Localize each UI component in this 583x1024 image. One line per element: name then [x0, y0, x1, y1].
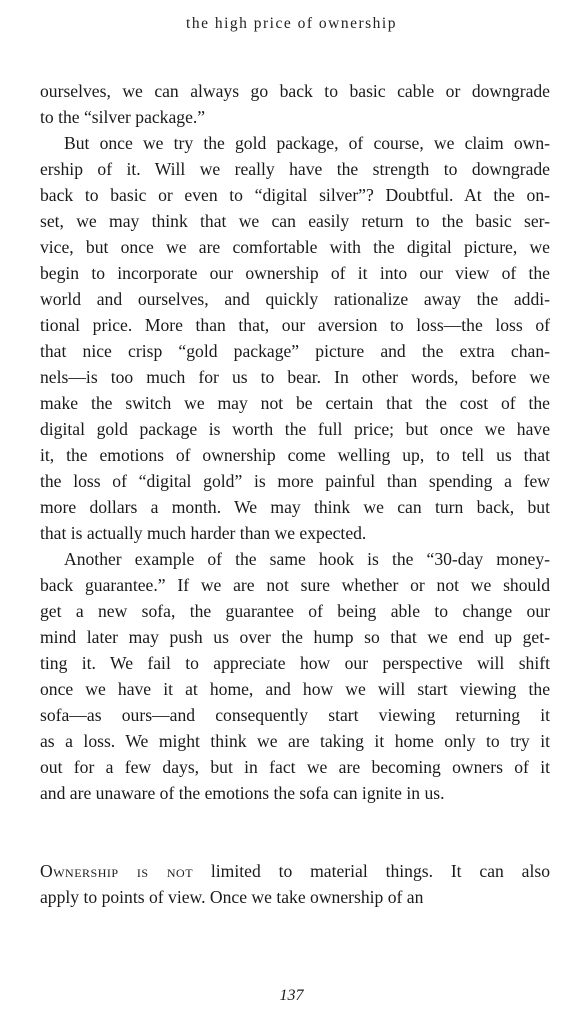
text-line: more dollars a month. We may think we can turn back, but — [40, 497, 550, 517]
text-line: world and ourselves, and quickly rationalize away the addi- — [40, 289, 550, 309]
text-line: the loss of “digital gold” is more painful than spending a few — [40, 471, 550, 491]
text-line: once we have it at home, and how we will start viewing the — [40, 679, 550, 699]
body-text — [40, 78, 550, 910]
text-line: get a new sofa, the guarantee of being able to change our — [40, 601, 550, 621]
text-line: begin to incorporate our ownership of it into our view of the — [40, 263, 550, 283]
running-head: the high price of ownership — [186, 15, 397, 32]
text-line: and are unaware of the emotions the sofa can ignite in us. — [40, 783, 445, 803]
text-line: ting it. We fail to appreciate how our perspective will shift — [40, 653, 550, 673]
text-line: mind later may push us over the hump so that we end up get- — [40, 627, 550, 647]
paragraph — [40, 546, 550, 806]
text-line: nels—is too much for us to bear. In other words, before we — [40, 367, 550, 387]
paragraph — [40, 130, 550, 546]
text-line: tional price. More than that, our aversion to loss—the loss of — [40, 315, 550, 335]
text-line: sofa—as ours—and consequently start viewing returning it — [40, 705, 550, 725]
text-line: Another example of the same hook is the “30-day money- — [64, 549, 550, 569]
text-line: it, the emotions of ownership come welling up, to tell us that — [40, 445, 550, 465]
text-line: vice, but once we are comfortable with the digital picture, we — [40, 237, 550, 257]
text-line: back to basic or even to “digital silver”? Doubtful. At the on- — [40, 185, 550, 205]
text-line: as a loss. We might think we are taking it home only to try it — [40, 731, 550, 751]
text-line: that nice crisp “gold package” picture and the extra chan- — [40, 341, 550, 361]
section-paragraph — [40, 858, 550, 910]
text-line: to the “silver package.” — [40, 107, 206, 127]
page-number: 137 — [279, 987, 304, 1004]
text-line: ership of it. Will we really have the strength to downgrade — [40, 159, 550, 179]
text-line: But once we try the gold package, of course, we claim own- — [64, 133, 550, 153]
paragraphs — [40, 78, 550, 806]
text-line: back guarantee.” If we are not sure whether or not we should — [40, 575, 550, 595]
text-line: out for a few days, but in fact we are becoming owners of it — [40, 757, 550, 777]
text-line: apply to points of view. Once we take ownership of an — [40, 887, 424, 907]
text-line: make the switch we may not be certain that the cost of the — [40, 393, 550, 413]
text-line: digital gold package is worth the full price; but once we have — [40, 419, 550, 439]
text-line: set, we may think that we can easily return to the basic ser- — [40, 211, 550, 231]
paragraph — [40, 78, 550, 130]
first-line-rest: limited to material things. It can also — [193, 861, 551, 881]
section-break — [40, 806, 550, 858]
small-caps-lead-in: Ownership is not — [40, 861, 194, 881]
text-line: that is actually much harder than we expected. — [40, 523, 367, 543]
text-line: ourselves, we can always go back to basic cable or downgrade — [40, 81, 550, 101]
text-line — [40, 858, 550, 884]
